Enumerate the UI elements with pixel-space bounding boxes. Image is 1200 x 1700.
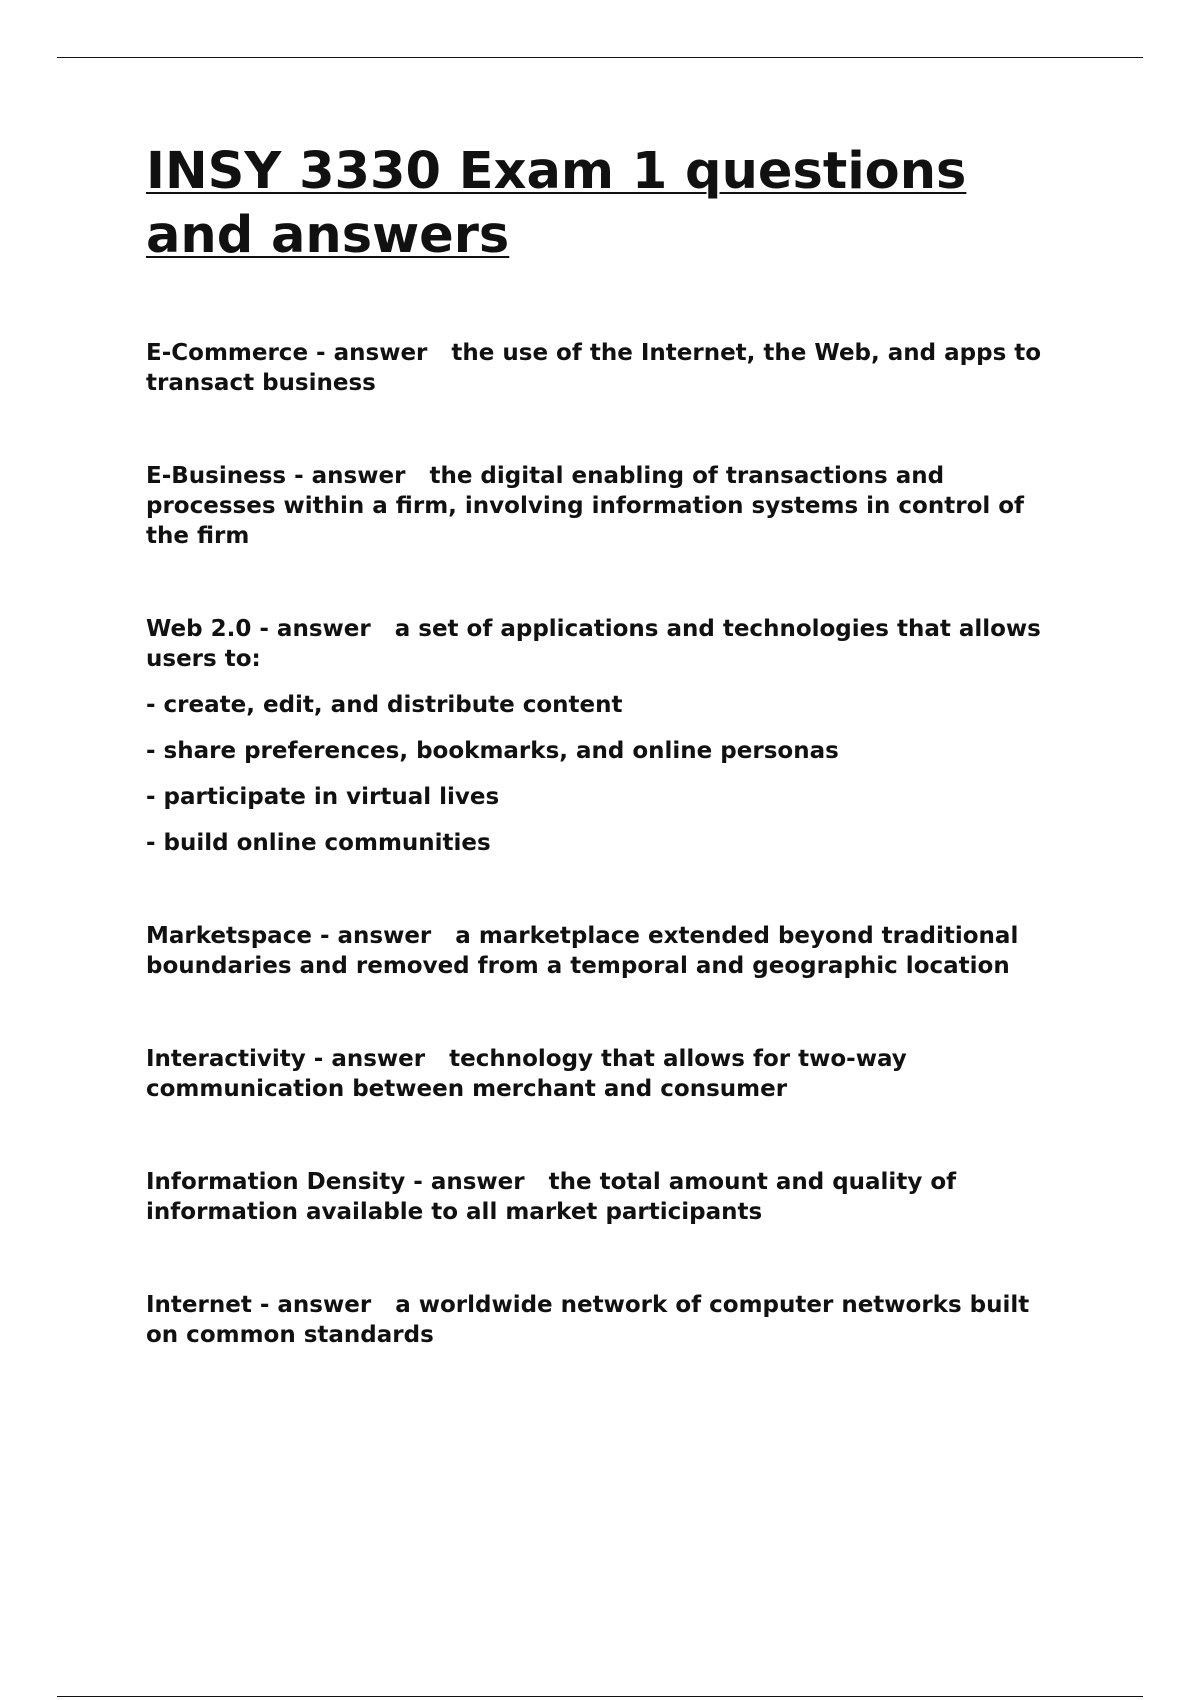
bullet-item: - share preferences, bookmarks, and online personas (146, 738, 839, 764)
entry-text: the firm (146, 523, 250, 549)
entry-text: information available to all market participants (146, 1199, 763, 1225)
entry-text: processes within a firm, involving information systems in control of (146, 493, 1025, 519)
entry-text: boundaries and removed from a temporal and geographic location (146, 953, 1010, 979)
qa-entry-information-density (146, 1167, 1106, 1227)
qa-list (146, 338, 1106, 1350)
entry-text: Web 2.0 - answer a set of applications and technologies that allows (146, 616, 1041, 642)
entry-text: Information Density - answer the total amount and quality of (146, 1169, 957, 1195)
entry-text: Marketspace - answer a marketplace extended beyond traditional (146, 923, 1019, 949)
bullet-item: - build online communities (146, 830, 491, 856)
qa-entry-marketspace (146, 921, 1106, 981)
top-rule (57, 57, 1143, 58)
qa-entry-internet (146, 1290, 1106, 1350)
bottom-rule (57, 1696, 1143, 1697)
entry-text: Interactivity - answer technology that allows for two-way (146, 1046, 907, 1072)
entry-text: communication between merchant and consumer (146, 1076, 788, 1102)
entry-text: Internet - answer a worldwide network of computer networks built (146, 1292, 1030, 1318)
qa-entry-web20 (146, 614, 1106, 858)
entry-text: on common standards (146, 1322, 434, 1348)
entry-text: E-Business - answer the digital enabling of transactions and (146, 463, 945, 489)
bullet-item: - create, edit, and distribute content (146, 692, 623, 718)
qa-entry-ecommerce (146, 338, 1106, 398)
bullet-item: - participate in virtual lives (146, 784, 500, 810)
page-title (146, 140, 1046, 268)
entry-text: E-Commerce - answer the use of the Internet, the Web, and apps to (146, 340, 1042, 366)
entry-text: users to: (146, 646, 261, 672)
qa-entry-ebusiness (146, 461, 1106, 551)
qa-entry-interactivity (146, 1044, 1106, 1104)
document-body (146, 140, 1106, 1413)
title-line-1: INSY 3330 Exam 1 questions (146, 142, 967, 201)
title-line-2: and answers (146, 206, 510, 265)
entry-text: transact business (146, 370, 376, 396)
